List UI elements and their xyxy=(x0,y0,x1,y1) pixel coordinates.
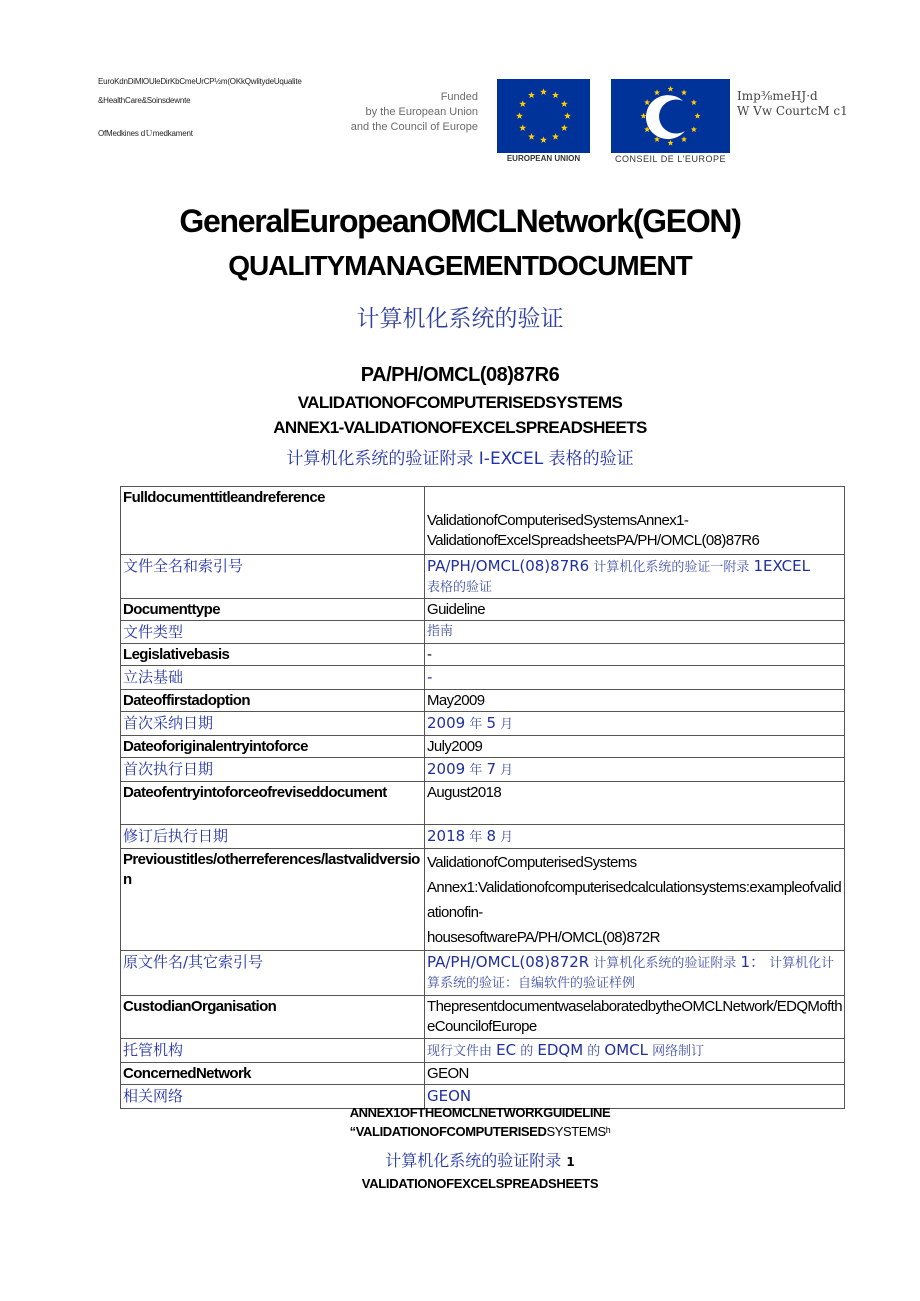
document-subtitle-1: VALIDATIONOFCOMPUTERISEDSYSTEMS xyxy=(297,393,623,412)
full-title-value-line-2: ValidationofExcelSpreadsheetsPA/PH/OMCL(08)87R6 xyxy=(427,532,760,549)
table-row xyxy=(121,599,845,621)
table-row xyxy=(121,758,845,782)
original-entry-value-cn xyxy=(425,758,845,782)
cn-year: 2009 xyxy=(427,760,466,778)
network-key-cn: 相关网络 xyxy=(121,1085,425,1109)
table-row xyxy=(121,712,845,736)
cn-prev-tail: 计算机化计算系统的验证：自编软件的验证样例 xyxy=(427,956,835,991)
doctype-value-cn: 指南 xyxy=(425,621,845,644)
legis-key: Legislativebasis xyxy=(121,644,425,666)
previous-titles-line-3: housesoftwarePA/PH/OMCL(08)872R xyxy=(427,929,660,946)
annex-heading-cn-num: 1 xyxy=(566,1155,575,1169)
cn-year-char: 年 xyxy=(465,717,487,732)
header-org-line-2: &HealthCare&Soinsdewnte xyxy=(98,96,191,105)
doctype-value: Guideline xyxy=(425,599,845,621)
first-adoption-value-cn xyxy=(425,712,845,736)
annex-heading-2-thin: SYSTEMSʰ xyxy=(546,1124,611,1139)
header-org-line-1: EuroKdnDiMlOUleDirKbCmeUrCP½m(OKkQwlitydeUqualite xyxy=(98,77,302,86)
full-title-key-cn: 文件全名和索引号 xyxy=(121,555,425,599)
original-entry-key: Dateoforiginalentryintoforce xyxy=(121,736,425,758)
cn-ref-text: 计算机化系统的验证一附录 xyxy=(589,560,754,575)
previous-titles-key: Previoustitles/otherreferences/lastvalidversion xyxy=(121,849,425,951)
cn-year-char: 年 xyxy=(465,830,487,845)
table-row xyxy=(121,996,845,1039)
table-row xyxy=(121,1039,845,1063)
revised-entry-key: Dateofentryintoforceofreviseddocument xyxy=(121,782,425,825)
cn-prev-code: PA/PH/OMCL(08)872R xyxy=(427,953,590,971)
annex-heading-3: VALIDATIONOFEXCELSPREADSHEETS xyxy=(361,1176,599,1191)
revised-entry-key-cn: 修订后执行日期 xyxy=(121,825,425,849)
cn-cust-edqm: EDQM xyxy=(537,1041,584,1059)
document-subtitle-2: ANNEX1-VALIDATIONOFEXCELSPREADSHEETS xyxy=(273,418,647,437)
previous-titles-key-cn: 原文件名/其它索引号 xyxy=(121,951,425,996)
cn-month: 8 xyxy=(486,827,496,845)
cn-ref-code: PA/PH/OMCL(08)87R6 xyxy=(427,557,590,575)
cn-cust-omcl: OMCL xyxy=(604,1041,648,1059)
full-title-value-line-1: ValidationofComputerisedSystemsAnnex1- xyxy=(427,512,689,529)
annex-heading-2-bold: “VALIDATIONOFCOMPUTERISED xyxy=(349,1124,547,1139)
table-row xyxy=(121,951,845,996)
legis-value-cn-text: - xyxy=(427,668,433,686)
previous-titles-value-cn xyxy=(425,951,845,996)
table-row xyxy=(121,644,845,666)
funded-line-1: Funded xyxy=(440,91,478,103)
cn-prev-text: 计算机化系统的验证附录 xyxy=(589,956,741,971)
document-title-cn: 计算机化系统的验证 xyxy=(356,306,564,332)
annex-heading-cn-text: 计算机化系统的验证附录 xyxy=(385,1151,562,1170)
header-right-line-1: Imp⅜meHJ·d xyxy=(737,89,818,103)
cn-year: 2018 xyxy=(427,827,466,845)
header-right-line-2: W Vw CourtcM c1 xyxy=(737,104,848,118)
custodian-key: CustodianOrganisation xyxy=(121,996,425,1039)
custodian-value-cn xyxy=(425,1039,845,1063)
doctype-key-cn: 文件类型 xyxy=(121,621,425,644)
custodian-value: ThepresentdocumentwaselaboratedbytheOMCLNetwork/EDQMoftheCouncilofEurope xyxy=(425,996,845,1039)
cn-month: 7 xyxy=(486,760,496,778)
cn-prev-num: 1： xyxy=(740,953,766,971)
header-org-text xyxy=(98,76,302,139)
full-title-value-cn xyxy=(425,555,845,599)
eu-caption: EUROPEAN UNION xyxy=(506,154,581,163)
legis-value: - xyxy=(425,644,845,666)
coe-caption: CONSEIL DE L'EUROPE xyxy=(615,154,726,164)
full-title-key: Fulldocumenttitleandreference xyxy=(121,487,425,555)
table-row xyxy=(121,487,845,555)
original-entry-value: July2009 xyxy=(425,736,845,758)
table-row xyxy=(121,621,845,644)
annex-heading-cn xyxy=(0,1148,920,1171)
revised-entry-value-cn xyxy=(425,825,845,849)
annex-heading-2 xyxy=(0,1124,920,1139)
document-title-line-1: GeneralEuropeanOMCLNetwork(GEON) xyxy=(179,203,741,239)
previous-titles-line-1: ValidationofComputerisedSystems xyxy=(427,854,637,871)
previous-titles-line-2: Annex1:Validationofcomputerisedcalculationsystems:exampleofvalidationofin- xyxy=(427,879,842,921)
table-row xyxy=(121,736,845,758)
cn-ref-tail: 表格的验证 xyxy=(427,580,493,595)
header-org-line-3: OfMedkines dＵmedkament xyxy=(98,129,193,138)
legis-key-cn: 立法基础 xyxy=(121,666,425,690)
first-adoption-key: Dateoffirstadoption xyxy=(121,690,425,712)
legis-value-cn xyxy=(425,666,845,690)
first-adoption-value: May2009 xyxy=(425,690,845,712)
table-row xyxy=(121,1063,845,1085)
doctype-key: Documenttype xyxy=(121,599,425,621)
network-value-cn-text: GEON xyxy=(427,1087,472,1105)
cn-ref-excel: 1EXCEL xyxy=(753,557,810,575)
cn-month-char: 月 xyxy=(496,717,514,732)
table-row xyxy=(121,825,845,849)
document-subtitle-cn: 计算机化系统的验证附录 I-EXCEL 表格的验证 xyxy=(286,449,634,469)
eu-flag-icon xyxy=(497,79,590,153)
revised-entry-value: August2018 xyxy=(425,782,845,825)
network-value: GEON xyxy=(425,1063,845,1085)
cn-cust-5: 的 xyxy=(583,1044,605,1059)
header-right-text xyxy=(737,89,848,119)
table-row xyxy=(121,690,845,712)
cn-month-char: 月 xyxy=(496,830,514,845)
document-title-line-2: QUALITYMANAGEMENTDOCUMENT xyxy=(228,250,692,281)
document-metadata-table xyxy=(120,486,845,1109)
full-title-value xyxy=(425,487,845,555)
table-row xyxy=(121,666,845,690)
table-row xyxy=(121,555,845,599)
document-reference: PA/PH/OMCL(08)87R6 xyxy=(360,364,560,386)
network-key: ConcernedNetwork xyxy=(121,1063,425,1085)
funded-by-text xyxy=(338,90,478,135)
funded-line-2: by the European Union xyxy=(365,106,478,118)
cn-cust-7: 网络制订 xyxy=(648,1044,705,1059)
cn-cust-1: 现行文件由 xyxy=(427,1044,497,1059)
cn-month: 5 xyxy=(486,714,496,732)
cn-month-char: 月 xyxy=(496,763,514,778)
cn-cust-3: 的 xyxy=(516,1044,538,1059)
cn-year: 2009 xyxy=(427,714,466,732)
cn-cust-ec: EC xyxy=(496,1041,517,1059)
funded-line-3: and the Council of Europe xyxy=(350,121,478,133)
custodian-key-cn: 托管机构 xyxy=(121,1039,425,1063)
cn-year-char: 年 xyxy=(465,763,487,778)
annex-heading-1: ANNEX1OFTHEOMCLNETWORKGUIDELINE xyxy=(349,1105,611,1120)
table-row xyxy=(121,782,845,825)
council-of-europe-logo-icon xyxy=(611,79,730,153)
first-adoption-key-cn: 首次采纳日期 xyxy=(121,712,425,736)
previous-titles-value xyxy=(425,849,845,951)
table-row xyxy=(121,849,845,951)
original-entry-key-cn: 首次执行日期 xyxy=(121,758,425,782)
